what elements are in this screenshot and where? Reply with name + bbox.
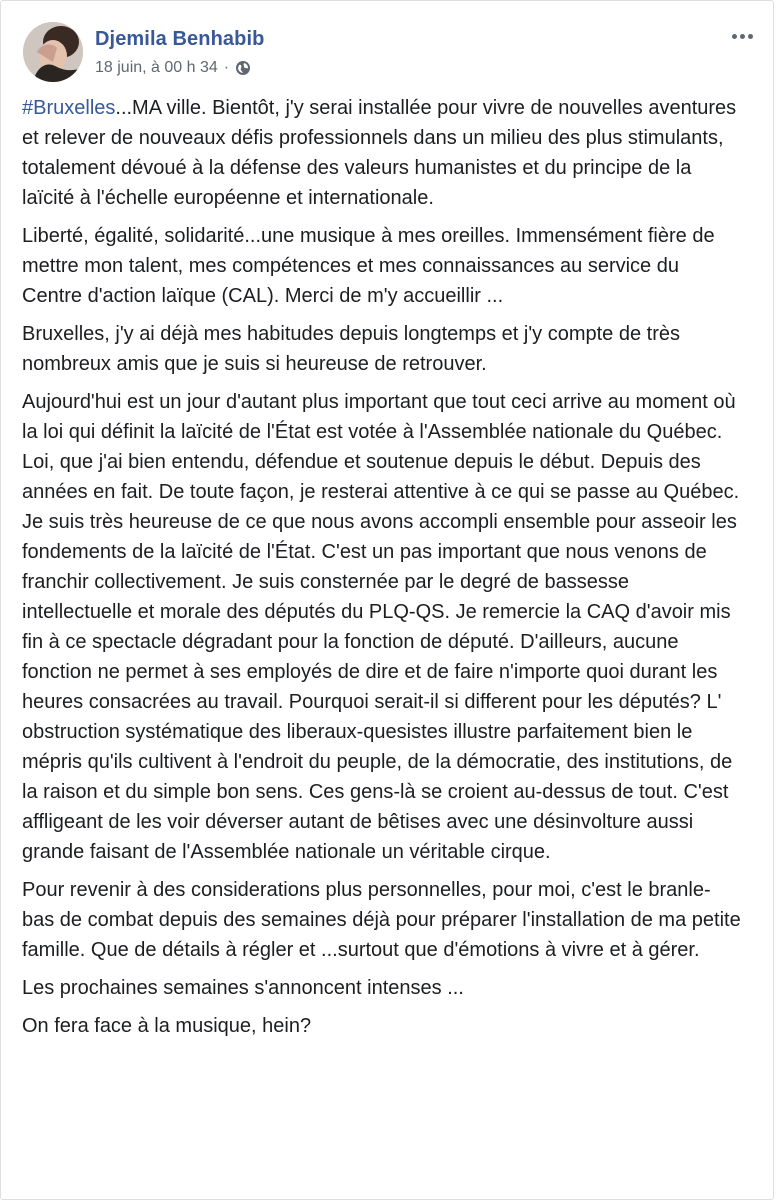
paragraph-text: ...MA ville. Bientôt, j'y serai installée pour vivre de nouvelles aventures et relever de nouveaux défis professionnels dans un milieu des plus stimulants, totalement dévoué à la défense des valeurs humanistes et du principe de la laïcité à l'échelle européenne et internationale. xyxy=(22,97,737,209)
more-dot xyxy=(748,34,753,39)
more-dot xyxy=(732,34,737,39)
post-body xyxy=(22,93,742,1049)
post-timestamp[interactable]: 18 juin, à 00 h 34 xyxy=(95,59,218,76)
post-meta xyxy=(95,59,251,77)
hashtag-link[interactable]: #Bruxelles xyxy=(22,97,116,119)
post-paragraph: Aujourd'hui est un jour d'autant plus important que tout ceci arrive au moment où la loi qui définit la laïcité de l'État est votée à l'Assemblée nationale du Québec. Loi, que j'ai bien entendu, défendue et soutenue depuis le début. Depuis des années en fait. De toute façon, je resterai attentive à ce qui se passe au Québec. Je suis très heureuse de ce que nous avons accompli ensemble pour asseoir les fondements de la laïcité de l'État. C'est un pas important que nous venons de franchir collectivement. Je suis consternée par le degré de bassesse intellectuelle et morale des députés du PLQ-QS. Je remercie la CAQ d'avoir mis fin à ce spectacle dégradant pour la fonction de député. D'ailleurs, aucune fonction ne permet à ses employés de dire et de faire n'importe quoi durant les heures consacrées au travail. Pourquoi serait-il si different pour les députés? L' obstruction systématique des liberaux-quesistes illustre parfaitement bien le mépris qu'ils cultivent à l'endroit du peuple, de la démocratie, des institutions, de la raison et du simple bon sens. Ces gens-là se croient au-dessus de tout. C'est affligeant de les voir déverser autant de bêtises avec une désinvolture aussi grande faisant de l'Assemblée nationale un véritable cirque. xyxy=(22,391,740,863)
post-paragraph xyxy=(22,93,742,213)
more-dot xyxy=(740,34,745,39)
more-options-icon[interactable] xyxy=(727,26,757,46)
meta-separator: · xyxy=(223,59,230,76)
avatar[interactable] xyxy=(23,22,83,82)
globe-icon[interactable] xyxy=(235,60,251,76)
post-paragraph: Pour revenir à des considerations plus personnelles, pour moi, c'est le branle-bas de combat depuis des semaines déjà pour préparer l'installation de ma petite famille. Que de détails à régler et ...surtout que d'émotions à vivre et à gérer. xyxy=(22,879,741,961)
post-paragraph: On fera face à la musique, hein? xyxy=(22,1015,312,1037)
post-header xyxy=(23,22,751,86)
post-paragraph: Les prochaines semaines s'annoncent intenses ... xyxy=(22,977,464,999)
post-paragraph: Bruxelles, j'y ai déjà mes habitudes depuis longtemps et j'y compte de très nombreux amis que je suis si heureuse de retrouver. xyxy=(22,323,680,375)
author-name[interactable]: Djemila Benhabib xyxy=(95,28,265,50)
post-paragraph: Liberté, égalité, solidarité...une musique à mes oreilles. Immensément fière de mettre mon talent, mes compétences et mes connaissances au service du Centre d'action laïque (CAL). Merci de m'y accueillir ... xyxy=(22,225,715,307)
